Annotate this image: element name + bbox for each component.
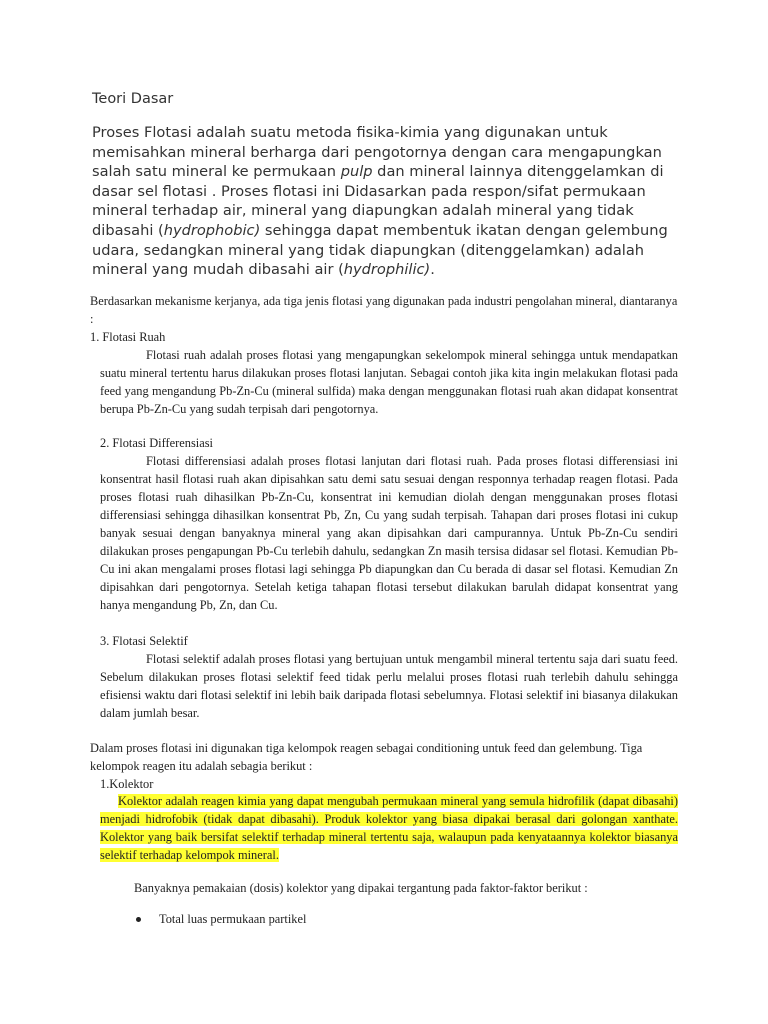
section-title-flotasi-ruah: 1. Flotasi Ruah: [90, 330, 166, 344]
section-body-flotasi-selektif: Flotasi selektif adalah proses flotasi yang bertujuan untuk mengambil mineral tertentu saja dari suatu feed. Sebelum dilakukan proses flotasi selektif feed tidak perlu melalui proses flotasi ruah terlebih dahulu sehingga efisiensi waktu dari flotasi selektif ini lebih baik daripada flotasi sebelumnya. Flotasi selektif ini biasanya dilakukan dalam jumlah besar.: [100, 652, 678, 720]
intro-text-1: Proses Flotasi adalah suatu metoda fisika-kimia yang digunakan untuk memisahkan mineral berharga dari pengotornya dengan cara mengapungkan salah satu mineral ke permukaan: [92, 124, 662, 181]
page-heading: Teori Dasar: [92, 91, 174, 107]
intro-text-4: .: [430, 261, 435, 279]
section-title-flotasi-selektif: 3. Flotasi Selektif: [100, 634, 188, 648]
section-body-flotasi-differensiasi: Flotasi differensiasi adalah proses flotasi lanjutan dari flotasi ruah. Pada proses flotasi differensiasi ini konsentrat hasil flotasi ruah akan dipisahkan satu demi satu sesuai dengan responnya terhadap reagen flotasi. Pada proses flotasi ruah dihasilkan Pb-Zn-Cu, konsentrat ini kemudian diolah dengan menggunakan proses flotasi differensiasi sehingga dihasilkan konsentrat Pb, Zn, Cu yang sudah terpisah. Tahapan dari proses flotasi ini cukup banyak sesuai dengan banyaknya mineral yang akan dipisahkan dari campurannya. Untuk Pb-Zn-Cu sendiri dilakukan proses pengapungan Pb-Cu terlebih dahulu, sedangkan Zn masih tersisa didasar sel flotasi. Kemudian Pb-Cu ini akan mengalami proses flotasi lagi sehingga Pb diapungkan dan Cu berada di dasar sel flotasi. Kemudian Zn dipisahkan dari pengotornya. Setelah ketiga tahapan flotasi tersebut dilakukan barulah didapat konsentrat yang hanya mengandung Pb, Zn, dan Cu.: [100, 454, 678, 612]
section-body-flotasi-ruah: Flotasi ruah adalah proses flotasi yang mengapungkan sekelompok mineral sehingga untuk mendapatkan suatu mineral tertentu harus dilakukan proses flotasi lanjutan. Sebagai contoh jika kita ingin melakukan flotasi pada feed yang mengandung Pb-Zn-Cu (mineral sulfida) maka dengan menggunakan flotasi ruah akan didapat konsentrat berupa Pb-Zn-Cu yang sudah terpisah dari pengotornya.: [100, 348, 678, 416]
kolektor-title: 1.Kolektor: [100, 777, 154, 791]
reagent-intro: Dalam proses flotasi ini digunakan tiga kelompok reagen sebagai conditioning untuk feed dan gelembung. Tiga kelompok reagen itu adalah sebagia berikut :: [90, 741, 643, 773]
mechanism-intro: Berdasarkan mekanisme kerjanya, ada tiga jenis flotasi yang digunakan pada industri pengolahan mineral, diantaranya :: [90, 294, 678, 326]
bullet-icon: [136, 917, 141, 922]
section-title-flotasi-differensiasi: 2. Flotasi Differensiasi: [100, 436, 213, 450]
intro-text-3: sehingga dapat membentuk ikatan dengan gelembung udara, sedangkan mineral yang tidak diapungkan (ditenggelamkan) adalah mineral yang mudah dibasahi air (: [92, 221, 668, 279]
bullet-text: Total luas permukaan partikel: [159, 912, 307, 926]
intro-hydrophilic-term: hydrophilic): [343, 261, 431, 279]
intro-text-2: dan mineral lainnya ditenggelamkan di dasar sel flotasi . Proses flotasi ini Didasarkan pada respon/sifat permukaan mineral terhadap air, mineral yang diapungkan adalah mineral yang tidak dibasahi (: [92, 163, 664, 239]
kolektor-definition: [100, 792, 678, 864]
intro-hydrophobic-term: hydrophobic): [163, 221, 261, 239]
kolektor-dosage-text: Banyaknya pemakaian (dosis) kolektor yang dipakai tergantung pada faktor-faktor berikut :: [134, 881, 588, 895]
intro-paragraph: [92, 123, 682, 280]
intro-pulp-term: pulp: [340, 163, 373, 181]
kolektor-highlighted-text: Kolektor adalah reagen kimia yang dapat mengubah permukaan mineral yang semula hidrofilik (dapat dibasahi) menjadi hidrofobik (tidak dapat dibasahi). Produk kolektor yang biasa dipakai berasal dari golongan xanthate. Kolektor yang baik bersifat selektif terhadap mineral tertentu saja, walaupun pada kenyataannya kolektor biasanya selektif terhadap kelompok mineral.: [100, 794, 678, 862]
bullet-list-item: [136, 910, 306, 928]
